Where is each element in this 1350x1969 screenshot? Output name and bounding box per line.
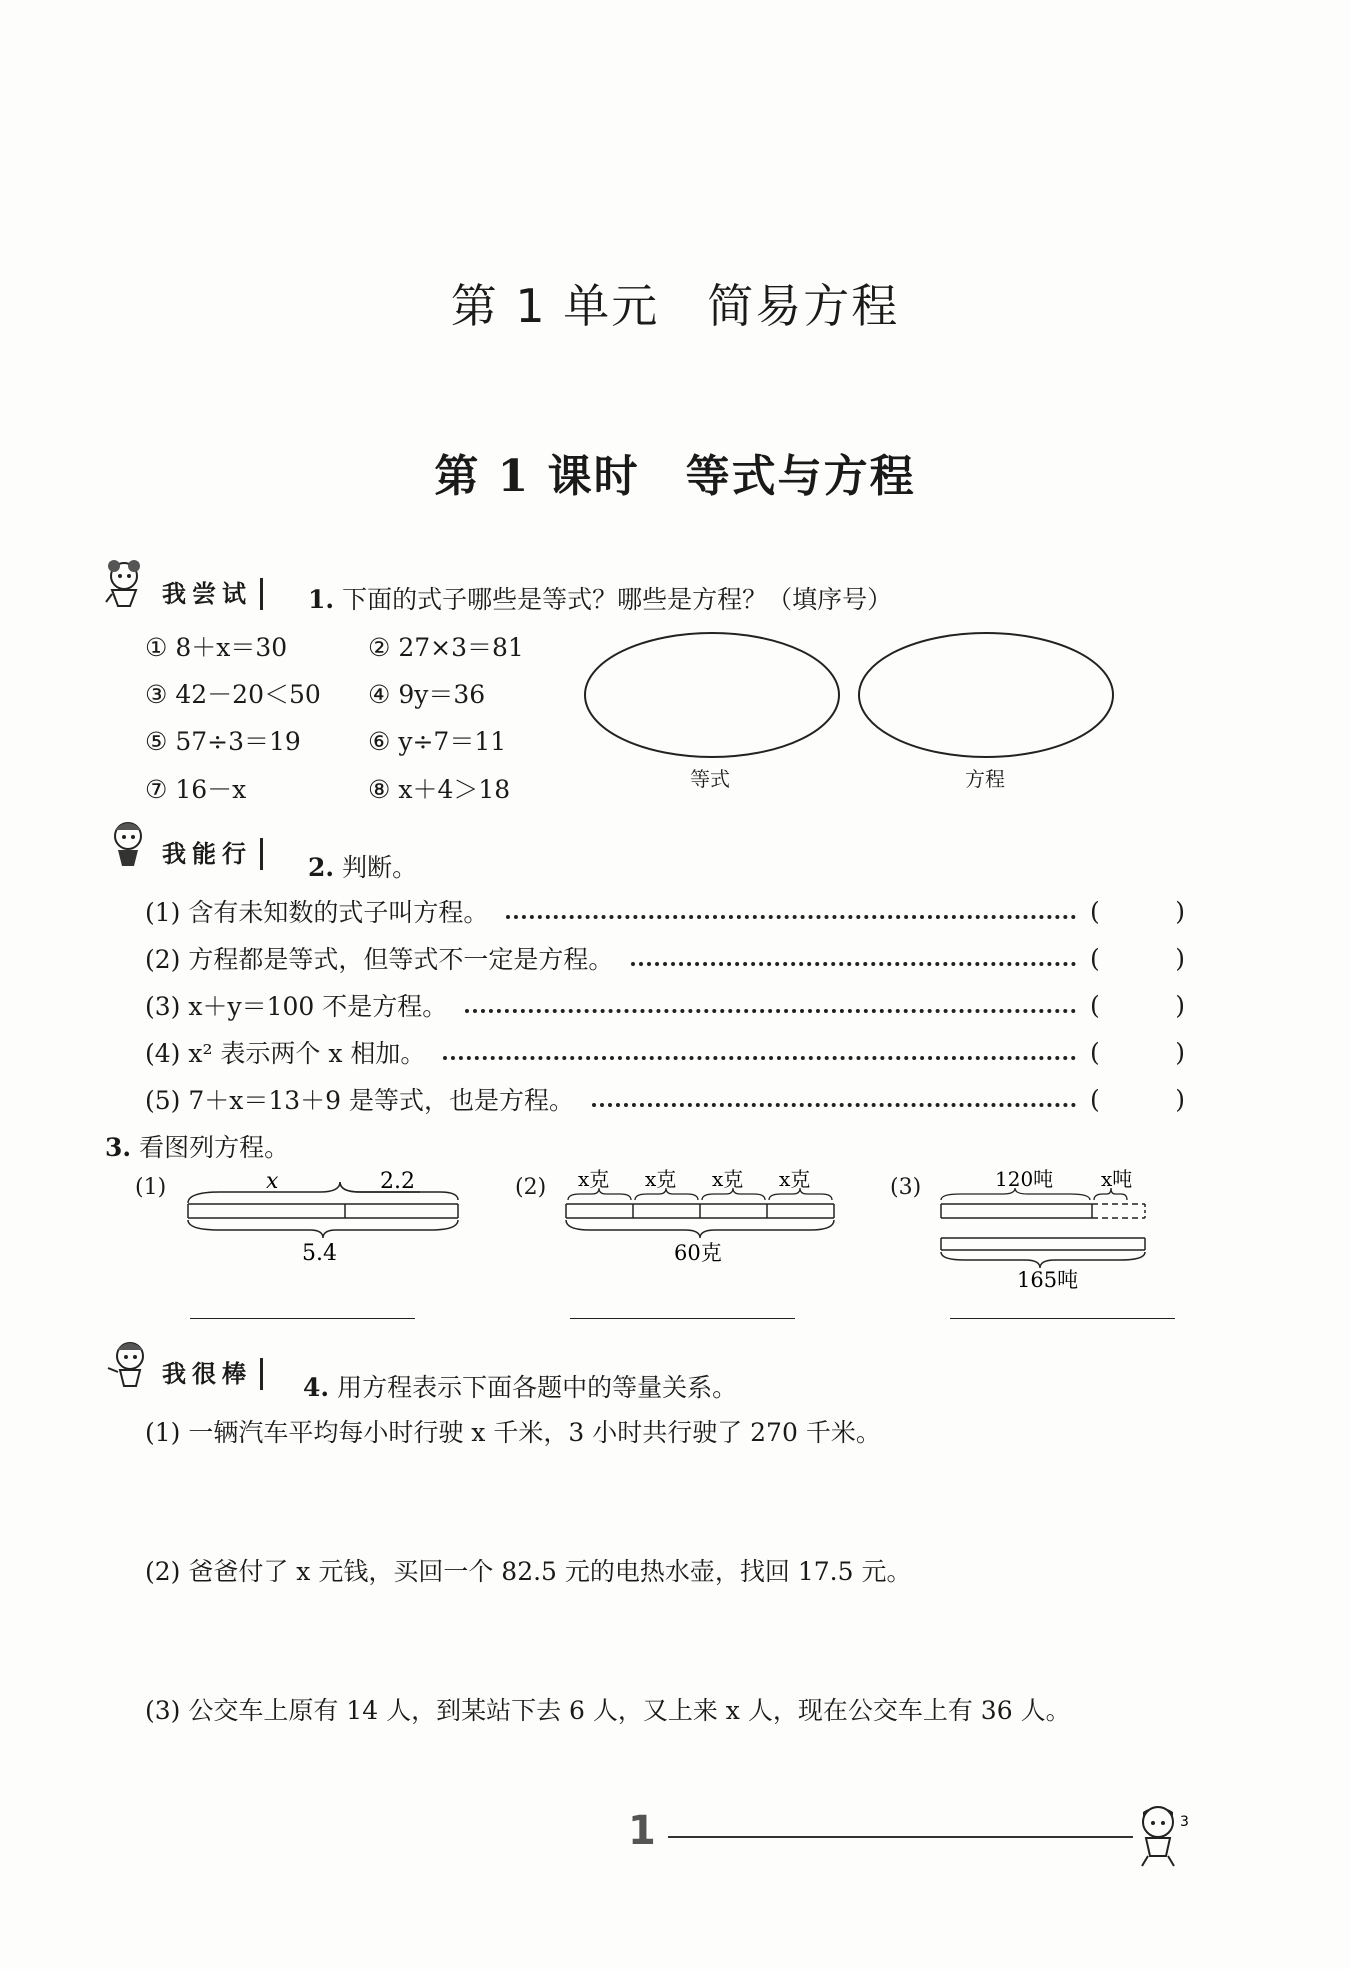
question-2-prompt: 判断。 [342, 853, 418, 882]
diagram-2-segment-4: x克 [779, 1168, 811, 1191]
section4-badge [104, 1338, 263, 1390]
oval-label-equality: 等式 [690, 767, 730, 791]
judge-item-3 [145, 987, 1185, 1023]
option-1: ① 8＋x＝30 [145, 633, 288, 662]
answer-parentheses[interactable]: ( ) [1090, 896, 1185, 926]
diagram-2-segment-1: x克 [578, 1168, 610, 1191]
diagram-3-top-right: x吨 [1101, 1168, 1133, 1191]
girl-mascot-icon [104, 1338, 162, 1390]
judge-item-1 [145, 893, 1185, 929]
judge-statement: (4) x² 表示两个 x 相加。 [145, 1039, 426, 1068]
option-7: ⑦ 16－x [145, 775, 247, 804]
question-4-item-1: (1) 一辆汽车平均每小时行驶 x 千米，3 小时共行驶了 270 千米。 [145, 1418, 881, 1447]
section1-badge [100, 558, 263, 610]
diagram-1-top-right: 2.2 [380, 1169, 415, 1194]
dot-leader [631, 950, 1076, 966]
diagram-1-label: (1) [135, 1175, 167, 1200]
judge-statement: (2) 方程都是等式，但等式不一定是方程。 [145, 945, 614, 974]
diagram-3-top-left: 120吨 [995, 1168, 1054, 1191]
section2-badge-label: 我能行 [162, 838, 263, 870]
answer-parentheses[interactable]: ( ) [1090, 1084, 1185, 1114]
option-6: ⑥ y÷7＝11 [368, 727, 507, 756]
judge-item-4 [145, 1034, 1185, 1070]
diagram-1 [180, 1168, 480, 1288]
diagram-2-label: (2) [515, 1175, 547, 1200]
section1-badge-label: 我尝试 [162, 578, 263, 610]
judge-item-5 [145, 1081, 1185, 1117]
diagram-2-bottom: 60克 [674, 1241, 722, 1265]
question-3 [105, 1128, 289, 1164]
judge-item-2 [145, 940, 1185, 976]
question-1 [308, 580, 892, 616]
answer-parentheses[interactable]: ( ) [1090, 1037, 1185, 1067]
option-3: ③ 42－20＜50 [145, 680, 321, 709]
question-3-number: 3. [105, 1133, 132, 1162]
oval-label-equation: 方程 [965, 767, 1005, 791]
option-8: ⑧ x＋4＞18 [368, 775, 511, 804]
boy-mascot-icon [1128, 1800, 1198, 1870]
diagram-1-bottom: 5.4 [302, 1241, 337, 1266]
unit-title: 第 1 单元 简易方程 [450, 279, 900, 333]
question-4-item-3: (3) 公交车上原有 14 人，到某站下去 6 人，又上来 x 人，现在公交车上有 36 人。 [145, 1696, 1071, 1725]
question-4-number: 4. [303, 1373, 330, 1402]
judge-statement: (1) 含有未知数的式子叫方程。 [145, 898, 489, 927]
footer-rule [668, 1836, 1133, 1838]
answer-parentheses[interactable]: ( ) [1090, 990, 1185, 1020]
formula-oval[interactable] [859, 633, 1113, 757]
svg-text:3: 3 [1180, 1814, 1189, 1830]
dot-leader [443, 1044, 1076, 1060]
diagram-1-top-left: x [266, 1169, 279, 1194]
classification-ovals [580, 625, 1120, 765]
option-5: ⑤ 57÷3＝19 [145, 727, 301, 756]
question-2-number: 2. [308, 853, 335, 882]
question-2 [308, 848, 417, 884]
lesson-title: 第 1 课时 等式与方程 [434, 451, 916, 502]
answer-line-2[interactable] [570, 1318, 795, 1319]
equation-oval[interactable] [585, 633, 839, 757]
dot-leader [506, 903, 1076, 919]
page-number: 1 [628, 1808, 656, 1854]
diagram-2-segment-3: x克 [712, 1168, 744, 1191]
diagram-3-label: (3) [890, 1175, 922, 1200]
answer-parentheses[interactable]: ( ) [1090, 943, 1185, 973]
girl-mascot-icon [104, 818, 162, 870]
question-3-prompt: 看图列方程。 [139, 1133, 290, 1162]
diagram-2-segment-2: x克 [645, 1168, 677, 1191]
judge-statement: (5) 7＋x＝13＋9 是等式，也是方程。 [145, 1086, 575, 1115]
section2-badge [104, 818, 263, 870]
question-1-prompt: 下面的式子哪些是等式？哪些是方程？（填序号） [342, 585, 893, 614]
option-4: ④ 9y＝36 [368, 680, 486, 709]
option-2: ② 27×3＝81 [368, 633, 524, 662]
section4-badge-label: 我很棒 [162, 1358, 263, 1390]
diagram-3 [935, 1168, 1175, 1298]
question-4 [303, 1368, 737, 1404]
judge-statement: (3) x＋y＝100 不是方程。 [145, 992, 448, 1021]
dot-leader [465, 997, 1076, 1013]
answer-line-3[interactable] [950, 1318, 1175, 1319]
diagram-3-bottom: 165吨 [1017, 1268, 1079, 1292]
dot-leader [592, 1091, 1076, 1107]
question-4-prompt: 用方程表示下面各题中的等量关系。 [337, 1373, 738, 1402]
diagram-2 [560, 1168, 850, 1288]
question-4-item-2: (2) 爸爸付了 x 元钱，买回一个 82.5 元的电热水壶，找回 17.5 元。 [145, 1557, 912, 1586]
girl-mascot-icon [100, 558, 162, 610]
answer-line-1[interactable] [190, 1318, 415, 1319]
question-1-number: 1. [308, 585, 335, 614]
